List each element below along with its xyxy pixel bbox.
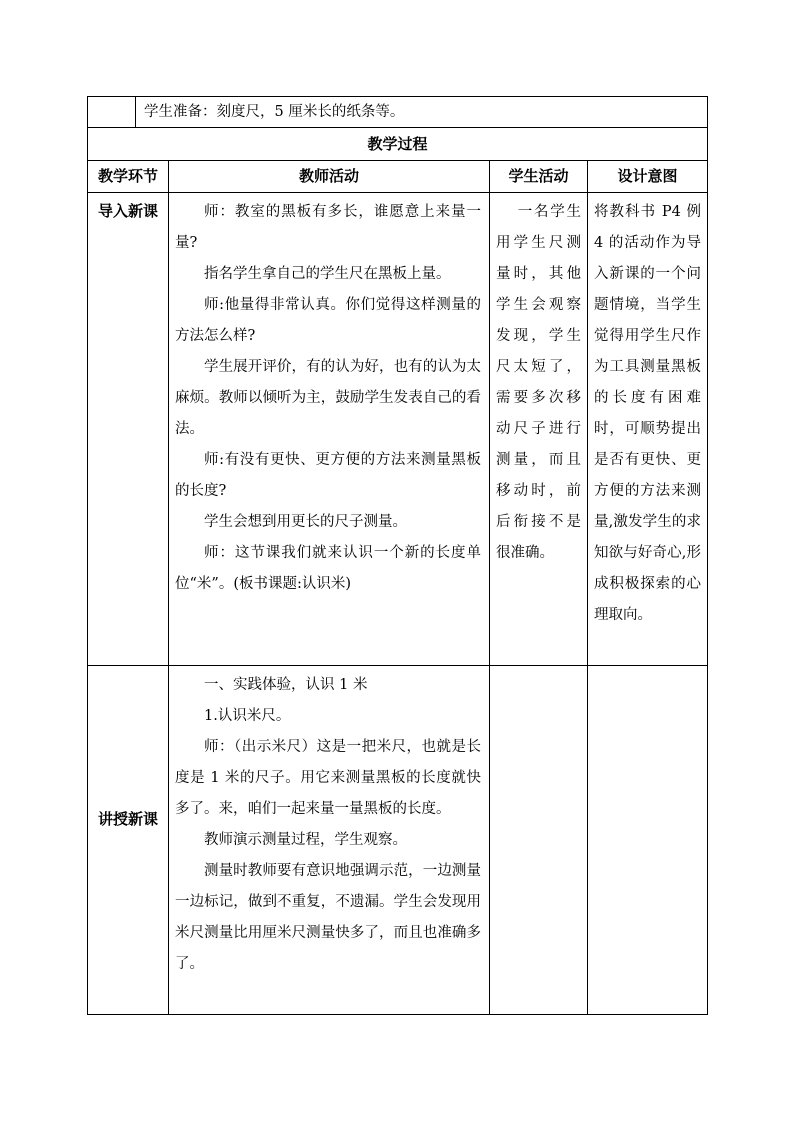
teacher-paragraph: 一、实践体验，认识 1 米 [204, 677, 368, 693]
header-teacher: 教师活动 [169, 161, 490, 193]
lesson-plan-table [87, 96, 708, 1015]
teacher-paragraph: 学生展开评价，有的认为好，也有的认为太麻烦。教师以倾听为主，鼓励学生发表自己的看法。 [175, 359, 481, 437]
phase-label: 导入新课 [88, 193, 169, 666]
table-row [88, 193, 708, 666]
teacher-paragraph: 师：教室的黑板有多长，谁愿意上来量一量? [175, 204, 481, 251]
teacher-paragraph: 师：这节课我们就来认识一个新的长度单位“米”。(板书课题:认识米) [175, 545, 481, 592]
teacher-paragraph: 测量时教师要有意识地强调示范，一边测量一边标记，做到不重复，不遗漏。学生会发现用米尺测量比用厘米尺测量快多了，而且也准确多了。 [175, 863, 481, 972]
teacher-paragraph: 学生会想到用更长的尺子测量。 [204, 514, 407, 530]
teacher-paragraph: 1.认识米尺。 [204, 708, 291, 724]
teacher-paragraph: 师:有没有更快、更方便的方法来测量黑板的长度? [175, 452, 481, 499]
table-row [88, 666, 708, 1015]
student-activity [490, 666, 588, 1015]
teacher-activity [169, 666, 490, 1015]
phase-label: 讲授新课 [97, 809, 158, 828]
teacher-paragraph: 师：（出示米尺）这是一把米尺，也就是长度是 1 米的尺子。用它来测量黑板的长度就快多了。来，咱们一起来量一量黑板的长度。 [175, 739, 481, 817]
design-intent [588, 666, 708, 1015]
teacher-paragraph: 教师演示测量过程，学生观察。 [204, 832, 407, 848]
header-student: 学生活动 [490, 161, 588, 193]
header-design: 设计意图 [588, 161, 708, 193]
design-intent: 将教科书 P4 例 4 的活动作为导入新课的一个问题情境，当学生觉得用学生尺作为工具测量黑板的长度有困难时，可顺势提出是否有更快、更方便的方法来测量,激发学生的求知欲与好奇心,形成积极探索的心理取向。 [588, 193, 708, 666]
section-title: 教学过程 [88, 128, 708, 161]
preparation-row [88, 97, 708, 128]
teacher-activity [169, 193, 490, 666]
student-activity: 一名学生用学生尺测量时，其他学生会观察发现，学生尺太短了，需要多次移动尺子进行测量，而且移动时，前后衔接不是很准确。 [490, 193, 588, 666]
header-phase: 教学环节 [88, 161, 169, 193]
teacher-paragraph: 师:他量得非常认真。你们觉得这样测量的方法怎么样? [175, 297, 481, 344]
header-row [88, 161, 708, 193]
teacher-paragraph: 指名学生拿自己的学生尺在黑板上量。 [204, 266, 451, 282]
phase-label-cell [88, 666, 169, 1015]
section-title-row [88, 128, 708, 161]
preparation-label-cell [88, 97, 136, 128]
student-preparation: 学生准备：刻度尺，5 厘米长的纸条等。 [136, 97, 708, 128]
